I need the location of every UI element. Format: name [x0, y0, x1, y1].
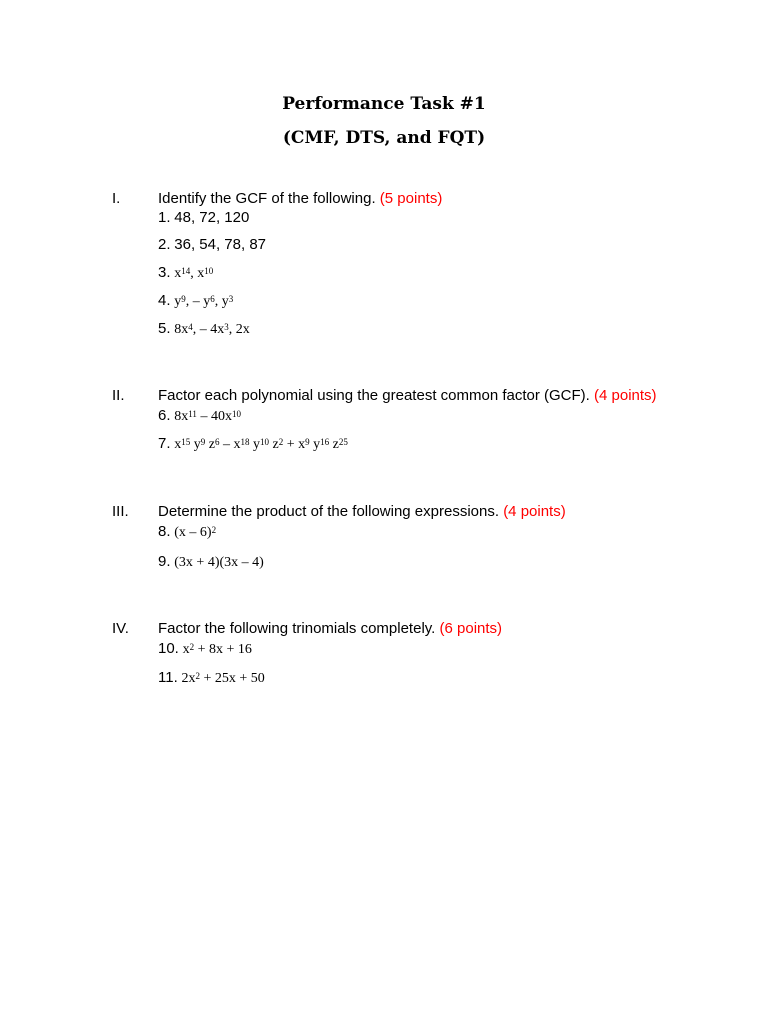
question-item: [158, 236, 266, 254]
instruction-text: Determine the product of the following expressions.: [158, 503, 500, 520]
instruction-text: Factor the following trinomials completely.: [158, 620, 436, 637]
section-instruction: [158, 190, 442, 207]
section-numeral: II.: [112, 387, 125, 404]
question-number: 8.: [158, 523, 171, 540]
question-number: 1.: [158, 209, 171, 226]
question-item: [158, 669, 265, 687]
question-expression: $2x^2 + 25x + 50$: [181, 671, 265, 686]
question-number: 3.: [158, 264, 171, 281]
question-expression: $x^2 + 8x + 16$: [182, 642, 252, 657]
question-number: 2.: [158, 236, 171, 253]
question-item: [158, 640, 252, 658]
section-numeral: I.: [112, 190, 121, 207]
section-instruction: [158, 387, 657, 404]
section-numeral: III.: [112, 503, 129, 520]
question-expression: $y^9$, – $y^6$, $y^3$: [174, 294, 234, 309]
instruction-text: Identify the GCF of the following.: [158, 190, 376, 207]
question-number: 5.: [158, 320, 171, 337]
question-expression: $x^{14}$, $x^{10}$: [174, 266, 214, 281]
question-expression: 36, 54, 78, 87: [174, 236, 267, 253]
question-item: [158, 264, 213, 282]
page-title: Performance Task #1: [282, 94, 486, 114]
question-number: 4.: [158, 292, 171, 309]
question-number: 10.: [158, 640, 179, 657]
question-expression: (x – 6)$^2$: [174, 525, 217, 540]
instruction-text: Factor each polynomial using the greatest common factor (GCF).: [158, 387, 590, 404]
question-item: [158, 209, 249, 227]
question-item: [158, 435, 348, 453]
points-label: (6 points): [439, 620, 503, 637]
question-expression: $x^{15}$ $y^9$ $z^6 - x^{18}$ $y^{10}$ $z^2 + x^9$ $y^{16}$ $z^{25}$: [174, 437, 348, 452]
question-expression: 48, 72, 120: [174, 209, 250, 226]
question-expression: $8x^4$, – $4x^3$, 2x: [174, 322, 250, 337]
question-item: [158, 292, 233, 310]
question-item: [158, 553, 264, 571]
question-expression: $8x^{11} - 40x^{10}$: [174, 409, 241, 424]
points-label: (4 points): [503, 503, 566, 520]
question-number: 7.: [158, 435, 171, 452]
points-label: (4 points): [594, 387, 657, 404]
points-label: (5 points): [379, 190, 443, 207]
question-item: [158, 407, 241, 425]
question-expression: (3x + 4)(3x – 4): [174, 555, 264, 570]
question-item: [158, 320, 250, 338]
question-item: [158, 523, 216, 541]
question-number: 6.: [158, 407, 171, 424]
page-subtitle: (CMF, DTS, and FQT): [282, 128, 486, 148]
question-number: 11.: [158, 669, 178, 686]
section-instruction: [158, 620, 502, 637]
question-number: 9.: [158, 553, 171, 570]
section-numeral: IV.: [112, 620, 129, 637]
section-instruction: [158, 503, 566, 520]
